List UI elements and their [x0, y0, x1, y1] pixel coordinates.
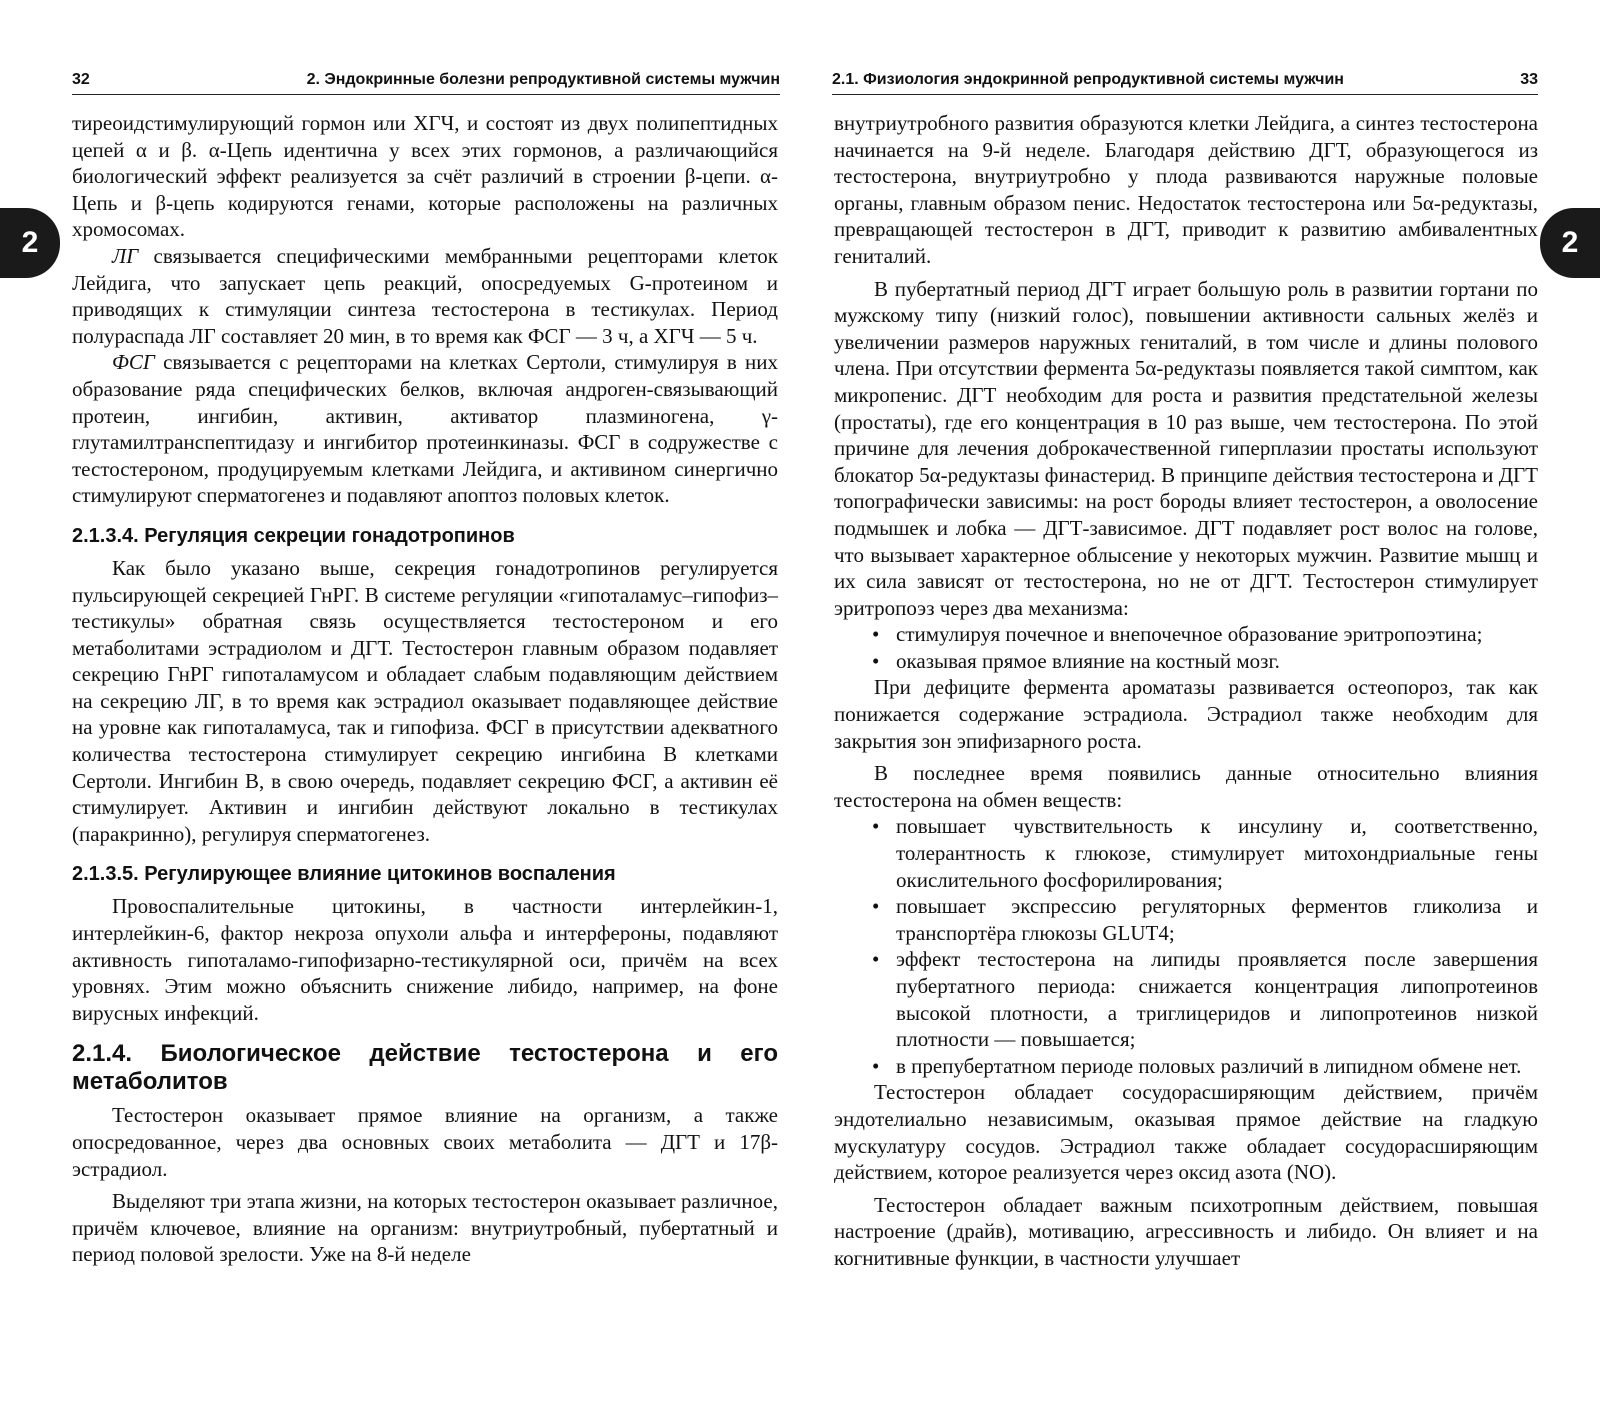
chapter-thumb-tab: 2 [0, 208, 60, 278]
right-page-header [832, 62, 1538, 95]
paragraph-lh [72, 243, 778, 349]
paragraph: тиреоидстимулирующий гормон или ХГЧ, и состоят из двух полипептидных цепей α и β. α-Цепь идентична у всех этих гормонов, а различающийся биологический эффект реализуется за счёт различий в строении β-цепи. α-Цепь и β-цепь кодируются генами, которые расположены на различных хромосомах. [72, 111, 778, 242]
page-number: 32 [72, 71, 90, 88]
paragraph: Тестостерон обладает важным психотропным действием, повышая настроение (драйв), мотивацию, агрессивность и либидо. Он влияет и на когнитивные функции, в частности улучшает [834, 1192, 1538, 1270]
right-page-body [834, 110, 1538, 1272]
page-number: 33 [1520, 71, 1538, 88]
paragraph: внутриутробного развития образуются клетки Лейдига, а синтез тестостерона начинается на 9-й неделе. Благодаря действию ДГТ, образующегося из тестостерона, внутриутробно у плода развиваются наружные половые органы, главным образом пенис. Недостаток тестостерона или 5α-редуктазы, превращающей тестостерон в ДГТ, приводит к развитию амбивалентных гениталий. [834, 111, 1538, 268]
fsh-text: связывается с рецепторами на клетках Сертоли, стимулируя в них образование ряда специфических белков, включая андроген-связывающий протеин, ингибин, активин, активатор плазминогена, γ-глутамилтранспептидазу и ингибитор протеинкиназы. ФСГ в содружестве с тестостероном, продуцируемым клетками Лейдига, и активином синергично стимулируют сперматогенез и подавляют апоптоз половых клеток. [72, 350, 778, 508]
paragraph: При дефиците фермента ароматазы развивается остеопороз, так как понижается содержание эстрадиола. Эстрадиол также необходим для закрытия зон эпифизарного роста. [834, 675, 1538, 753]
paragraph-fsh [72, 349, 778, 509]
section-heading-2135: 2.1.3.5. Регулирующее влияние цитокинов воспаления [72, 863, 616, 886]
left-page-header [72, 62, 780, 95]
right-page [800, 0, 1600, 1406]
paragraph: Провоспалительные цитокины, в частности интерлейкин-1, интерлейкин-6, фактор некроза опухоли альфа и интерфероны, подавляют активность гипоталамо-гипофизарно-тестикулярной оси, причём на всех уровнях. Этим можно объяснить снижение либидо, например, на фоне вирусных инфекций. [72, 894, 778, 1025]
running-title: 2.1. Физиология эндокринной репродуктивной системы мужчин [832, 71, 1344, 88]
chapter-thumb-tab: 2 [1540, 208, 1600, 278]
metabolism-list [834, 813, 1538, 1079]
list-item: • эффект тестостерона на липиды проявляется после завершения пубертатного периода: снижается концентрация липопротеинов высокой плотности, а триглицеридов и липопротеинов низкой плотности — повышается; [896, 946, 1538, 1052]
list-item: • стимулируя почечное и внепочечное образование эритропоэтина; [896, 621, 1538, 648]
paragraph: Тестостерон оказывает прямое влияние на организм, а также опосредованное, через два основных своих метаболита — ДГТ и 17β-эстрадиол. [72, 1103, 778, 1181]
list-item: • оказывая прямое влияние на костный мозг. [896, 648, 1538, 675]
left-page-body [72, 110, 778, 1268]
term-fsh: ФСГ [112, 350, 155, 375]
section-heading-2134: 2.1.3.4. Регуляция секреции гонадотропинов [72, 524, 515, 547]
paragraph: Выделяют три этапа жизни, на которых тестостерон оказывает различное, причём ключевое, влияние на организм: внутриутробный, пубертатный и период половой зрелости. Уже на 8-й неделе [72, 1189, 778, 1267]
paragraph: В пубертатный период ДГТ играет большую роль в развитии гортани по мужскому типу (низкий голос), повышении активности сальных желёз и увеличении размеров наружных гениталий, в том числе и длины полового члена. При отсутствии фермента 5α-редуктазы появляется такой симптом, как микропенис. ДГТ необходим для роста и развития предстательной железы (простаты), где его концентрация в 10 раз выше, чем тестостерона. По этой причине для лечения доброкачественной гиперплазии простаты используют блокатор 5α-редуктазы финастерид. В принципе действия тестостерона и ДГТ топографически зависимы: на рост бороды влияет тестостерон, а оволосение подмышек и лобка — ДГТ-зависимое. ДГТ подавляет рост волос на голове, что вызывает характерное облысение у некоторых мужчин. Развитие мышц и их сила зависят от тестостерона, но не от ДГТ. Тестостерон стимулирует эритропоэз через два механизма: [834, 276, 1538, 620]
list-item: • повышает экспрессию регуляторных ферментов гликолиза и транспортёра глюкозы GLUT4; [896, 893, 1538, 946]
lh-text: связывается специфическими мембранными рецепторами клеток Лейдига, что запускает цепь реакций, опосредуемых G-протеином и приводящих к стимуляции синтеза тестостерона в тестикулах. Период полураспада ЛГ составляет 20 мин, в то время как ФСГ — 3 ч, а ХГЧ — 5 ч. [72, 243, 778, 348]
section-heading-214: 2.1.4. Биологическое действие тестостерона и его метаболитов [72, 1040, 778, 1096]
paragraph: Тестостерон обладает сосудорасширяющим действием, причём эндотелиально независимым, оказывая прямое действие на гладкую мускулатуру сосудов. Эстрадиол также обладает сосудорасширяющим действием, которое реализуется через оксид азота (NO). [834, 1080, 1538, 1185]
list-item: • в препубертатном периоде половых различий в липидном обмене нет. [896, 1053, 1538, 1080]
erythropoiesis-list [834, 621, 1538, 674]
paragraph: В последнее время появились данные относительно влияния тестостерона на обмен веществ: [834, 761, 1538, 812]
running-title: 2. Эндокринные болезни репродуктивной системы мужчин [306, 71, 780, 88]
term-lh: ЛГ [112, 243, 139, 268]
paragraph: Как было указано выше, секреция гонадотропинов регулируется пульсирующей секрецией ГнРГ. В системе регуляции «гипоталамус–гипофиз–тестикулы» обратная связь осуществляется тестостероном и его метаболитами эстрадиолом и ДГТ. Тестостерон главным образом подавляет секрецию ГнРГ гипоталамусом и обладает слабым подавляющим действием на секрецию ЛГ, в то время как эстрадиол оказывает подавляющее действие на уровне как гипоталамуса, так и гипофиза. ФСГ в присутствии адекватного количества тестостерона стимулирует секрецию ингибина В клетками Сертоли. Ингибин В, в свою очередь, подавляет секрецию ФСГ, а активин её стимулирует. Активин и ингибин действуют локально в тестикулах (паракринно), регулируя сперматогенез. [72, 555, 778, 846]
list-item: • повышает чувствительность к инсулину и, соответственно, толерантность к глюкозе, стимулирует митохондриальные гены окислительного фосфорилирования; [896, 813, 1538, 893]
